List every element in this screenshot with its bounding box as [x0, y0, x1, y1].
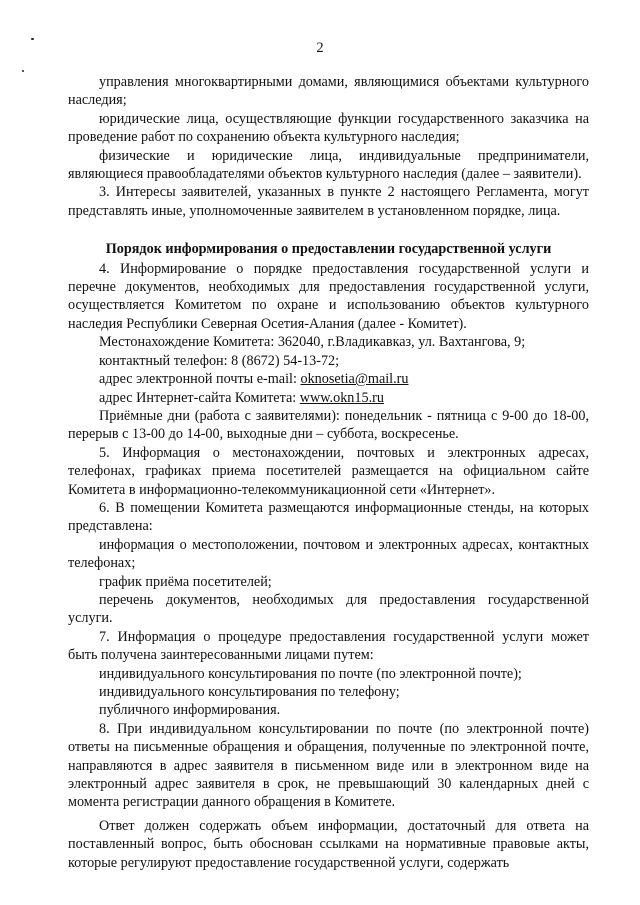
- email-line: [68, 370, 589, 388]
- paragraph: индивидуального консультирования по почте (по электронной почте);: [99, 665, 522, 682]
- document-body: [68, 73, 589, 872]
- site-link[interactable]: www.okn15.ru: [299, 389, 384, 406]
- site-line: [68, 389, 589, 407]
- paragraph: информация о местоположении, почтовом и электронных адресах, контактных телефонах;: [68, 536, 589, 572]
- paragraph: публичного информирования.: [99, 702, 281, 719]
- paragraph: Приёмные дни (работа с заявителями): понедельник - пятница с 9-00 до 18-00, перерыв с 13-00 до 14-00, выходные дни – суббота, воскресенье.: [68, 407, 589, 443]
- paragraph: контактный телефон: 8 (8672) 54-13-72;: [99, 352, 340, 369]
- paragraph: 8. При индивидуальном консультировании по почте (по электронной почте) ответы на письменные обращения и обращения, полученные по электронной почте, направляются в адрес заявителя в письменном виде или в электронном виде на электронный адрес заявителя в срок, не превышающий 30 календарных дней с момента регистрации данного обращения в Комитете.: [68, 720, 589, 811]
- paragraph: 3. Интересы заявителей, указанных в пункте 2 настоящего Регламента, могут представлять иные, уполномоченные заявителем в установленном порядке, лица.: [68, 184, 589, 219]
- paragraph: график приёма посетителей;: [99, 573, 272, 590]
- page-number: 2: [316, 40, 324, 56]
- paragraph: Ответ должен содержать объем информации, достаточный для ответа на поставленный вопрос, быть обоснован ссылками на нормативные правовые акты, которые регулируют предоставление государственной услуги, содержать: [68, 817, 589, 871]
- paragraph: перечень документов, необходимых для предоставления государственной услуги.: [68, 591, 589, 627]
- email-link[interactable]: oknosetia@mail.ru: [300, 371, 409, 388]
- paragraph: Местонахождение Комитета: 362040, г.Владикавказ, ул. Вахтангова, 9;: [99, 334, 526, 351]
- paragraph: 4. Информирование о порядке предоставления государственной услуги и перечне документов, необходимых для предоставления государственной услуги, осуществляется Комитетом по охране и использованию объектов культурного наследия Республики Северная Осетия-Алания (далее - Комитет).: [68, 260, 589, 332]
- section-heading: Порядок информирования о предоставлении государственной услуги: [105, 241, 552, 258]
- paragraph: 7. Информация о процедуре предоставления государственной услуги может быть получена заинтересованными лицами путем:: [68, 628, 589, 664]
- paragraph: управления многоквартирными домами, являющимися объектами культурного наследия;: [68, 74, 589, 109]
- paragraph: физические и юридические лица, индивидуальные предприниматели, являющиеся правообладателями объектов культурного наследия (далее – заявители).: [68, 147, 589, 183]
- paragraph: индивидуального консультирования по телефону;: [99, 684, 400, 700]
- paragraph: 5. Информация о местонахождении, почтовых и электронных адресах, телефонах, графиках приема посетителей размещается на официальном сайте Комитета в информационно-телекоммуникационной сети «Интернет».: [68, 444, 589, 498]
- site-label: адрес Интернет-сайта Комитета:: [99, 389, 300, 406]
- email-label: адрес электронной почты e-mail:: [99, 371, 301, 388]
- paragraph: 6. В помещении Комитета размещаются информационные стенды, на которых представлена:: [68, 499, 589, 535]
- paragraph: юридические лица, осуществляющие функции государственного заказчика на проведение работ по сохранению объекта культурного наследия;: [68, 110, 589, 146]
- scan-speck: [22, 70, 24, 72]
